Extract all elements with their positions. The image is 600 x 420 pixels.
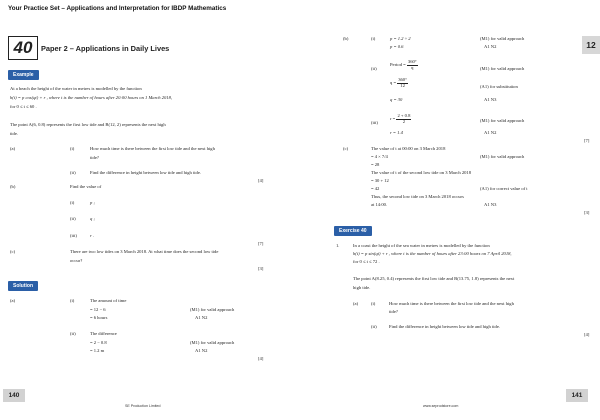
sol-a-ii-line1: The difference [90,331,117,336]
sol-c-line4: The value of t of the second low tide on 3 March 2018 [371,170,472,175]
question-line2: h(t) = p sin(qt) + r , where t is the number of hours after 23:00 hours on 7 April 2018, [353,251,512,256]
period-denominator: q [411,64,414,70]
sol-a-ii-line2: = 2 − 0.8 [90,340,107,345]
sol-a-i-mark1: (M1) for valid approach [190,307,235,312]
part-c-label: (c) [10,249,16,254]
r-label: r = [390,116,396,122]
part-b-label: (b) [10,184,16,189]
question-a-ii-text: Find the difference in height between low tide and high tide. [389,324,501,329]
chapter-tab: 12 [582,36,600,54]
example-label: Example [8,70,39,80]
part-a-marks: [4] [258,178,264,183]
sol-c-label: (c) [343,146,349,151]
sol-a-i-line2: = 12 − 6 [90,307,106,312]
chapter-number: 40 [8,36,38,60]
question-a-label: (a) [353,301,359,306]
sol-b-ii-q [390,78,408,88]
left-footer-text: SE Production Limited [125,404,161,408]
q-denominator: 12 [400,82,405,88]
part-b-ii-text: q ; [90,216,95,221]
sol-b-ii-mark1: (M1) for valid approach [480,66,525,71]
sol-a-i-line3: = 6 hours [90,315,108,320]
part-b-iii-text: r . [90,233,95,238]
part-a-i-label: (i) [70,146,75,151]
part-c-text2: occur? [70,258,83,263]
sol-c-marks: [3] [584,210,590,215]
sol-a-i-line1: The amount of time [90,298,127,303]
sol-a-i-mark2: A1 N2 [195,315,208,320]
sol-a-ii-line3: = 1.2 m [90,348,105,353]
sol-c-line3: = 28 [371,162,380,167]
question-line1: In a coast the height of the sea water in metres is modelled by the function [353,243,490,248]
part-b-i-text: p ; [90,200,95,205]
exercise-label: Exercise 40 [334,226,372,236]
sol-b-ii-mark2: (A1) for substitution [480,84,518,89]
sol-a-i-label: (i) [70,298,75,303]
sol-c-mark2: (A1) for correct value of t [480,186,528,191]
example-intro-line2: h(t) = p cos(qt) + r , where t is the number of hours after 20:00 hours on 1 March 2018, [10,95,173,100]
sol-c-line6: = 42 [371,186,380,191]
example-intro-line3: for 0 ≤ t ≤ 60 . [10,104,37,109]
period-fraction [407,60,418,70]
question-line3: for 0 ≤ t ≤ 72 . [353,259,380,264]
q-label: q = [390,80,397,86]
sol-b-i-line2: p = 0.6 [390,44,404,49]
chapter-title: Paper 2 – Applications in Daily Lives [41,44,170,53]
question-a-marks: [4] [584,332,590,337]
sol-a-ii-mark2: A1 N2 [195,348,208,353]
part-c-marks: [3] [258,266,264,271]
sol-b-marks: [7] [584,138,590,143]
part-b-i-label: (i) [70,200,75,205]
sol-b-iii-mark1: (M1) for valid approach [480,118,525,123]
sol-b-i-line1: p = 1.2 ÷ 2 [390,36,411,41]
question-a-ii-label: (ii) [371,324,377,329]
sol-a-ii-label: (ii) [70,331,76,336]
r-fraction [396,114,411,124]
sol-b-iii-label: (iii) [371,120,378,125]
sol-b-iii-mark2: A1 N2 [484,130,497,135]
sol-b-iii-r [390,114,411,124]
part-a-i-text1: How much time is there between the first low tide and the next high [90,146,215,151]
part-a-label: (a) [10,146,16,151]
q-fraction [397,78,408,88]
example-point-line1: The point A(6, 0.8) represents the first low tide and B(12, 2) represents the next high [10,122,166,127]
q-numerator: 360° [398,77,407,82]
part-b-text: Find the value of [70,184,102,189]
question-point-line1: The point A(8.25, 0.4) represents the first low tide and B(13.75, 1.8) represents the next [353,276,515,281]
sol-c-line1: The value of t at 00:00 on 3 March 2018 [371,146,446,151]
part-b-iii-label: (iii) [70,233,77,238]
right-footer-text: www.seprodstore.com [423,404,459,408]
sol-c-line7: Thus, the second low tide on 3 March 2018 occurs [371,194,464,199]
question-number: 1. [336,243,340,248]
sol-a-ii-mark1: (M1) for valid approach [190,340,235,345]
sol-c-line8: at 14:00. [371,202,388,207]
part-a-i-text2: tide? [90,155,99,160]
sol-a-marks: [4] [258,356,264,361]
period-label: Period = [390,62,406,68]
r-numerator: 2 + 0.8 [397,113,411,118]
part-a-ii-text: Find the difference in height between low tide and high tide. [90,170,202,175]
part-a-ii-label: (ii) [70,170,76,175]
sol-c-line2: = 4 × 7/4 [371,154,388,159]
solution-label: Solution [8,281,38,291]
sol-c-mark3: A1 N3 [484,202,497,207]
sol-b-i-mark2: A1 N2 [484,44,497,49]
sol-b-ii-label: (ii) [371,66,377,71]
example-intro-line1: At a beach the height of the water in metres is modelled by the function [10,86,142,91]
question-point-line2: high tide. [353,285,371,290]
sol-b-label: (b) [343,36,349,41]
right-page-number: 141 [566,389,588,402]
r-denominator: 2 [402,118,406,124]
question-a-i-text2: tide? [389,309,398,314]
left-page-number: 140 [3,389,25,402]
part-b-marks: [7] [258,241,264,246]
example-point-line2: tide. [10,131,19,136]
part-b-ii-label: (ii) [70,216,76,221]
question-a-i-label: (i) [371,301,376,306]
sol-b-i-mark1: (M1) for valid approach [480,36,525,41]
period-numerator: 360° [407,59,417,64]
part-c-text1: There are two low tides on 3 March 2018. At what time does the second low tide [70,249,219,254]
sol-b-ii-line3: q = 30 [390,97,403,102]
sol-b-ii-mark3: A1 N3 [484,97,497,102]
book-header-title: Your Practice Set – Applications and Interpretation for IBDP Mathematics [8,5,227,12]
sol-c-line5: = 30 + 12 [371,178,389,183]
sol-c-mark1: (M1) for valid approach [480,154,525,159]
sol-b-ii-period [390,60,418,70]
sol-b-i-label: (i) [371,36,376,41]
question-a-i-text1: How much time is there between the first low tide and the next high [389,301,514,306]
sol-b-iii-line2: r = 1.4 [390,130,403,135]
sol-a-label: (a) [10,298,16,303]
